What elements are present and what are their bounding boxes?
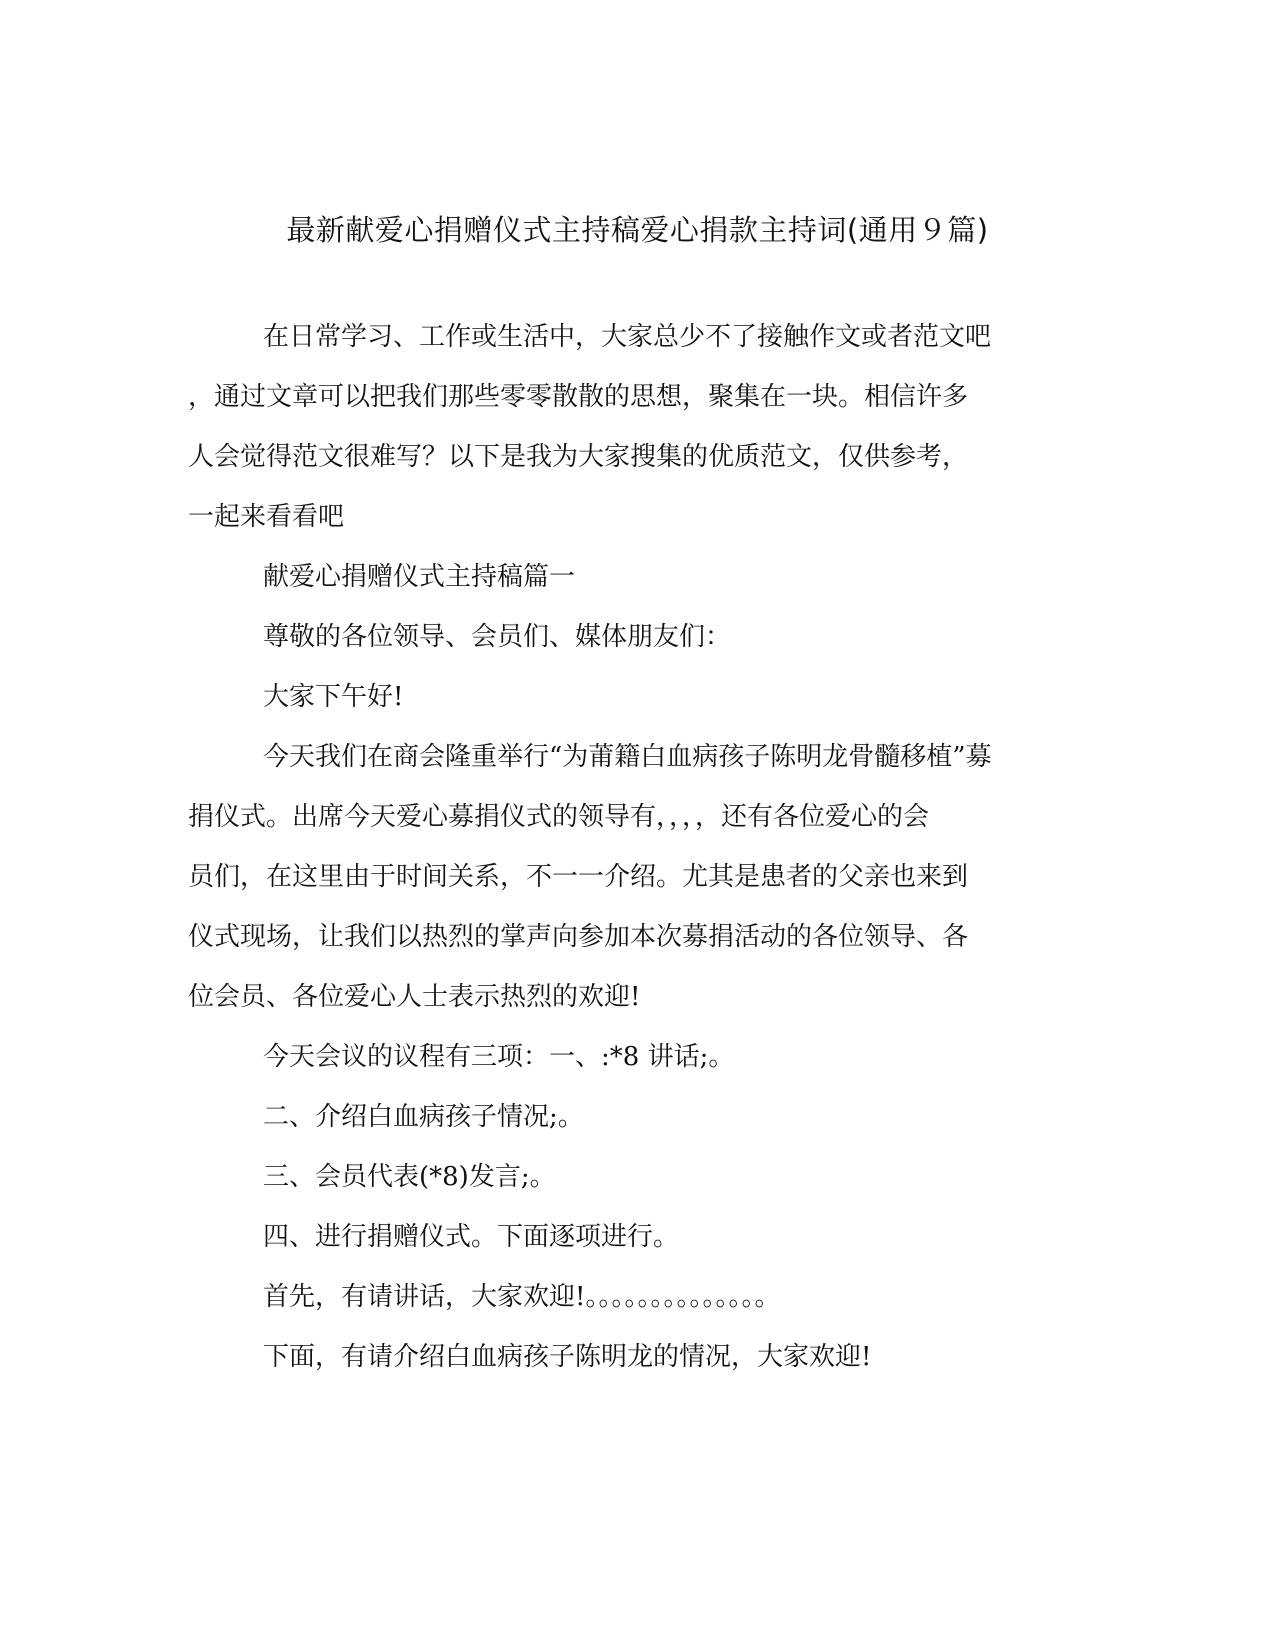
closing-line: 首先，有请讲话，大家欢迎!。。。。。。。。。。。。。。 xyxy=(263,1282,781,1312)
paragraph-line: 捐仪式。出席今天爱心募捐仪式的领导有，，，，还有各位爱心的会 xyxy=(188,802,930,832)
agenda-item: 三、会员代表(*8)发言;。 xyxy=(263,1162,556,1192)
intro-line: 在日常学习、工作或生活中，大家总少不了接触作文或者范文吧 xyxy=(263,322,992,352)
agenda-item: 四、进行捐赠仪式。下面逐项进行。 xyxy=(263,1222,680,1252)
agenda-item: 二、介绍白血病孩子情况;。 xyxy=(263,1102,584,1132)
document-body xyxy=(188,307,1068,1387)
paragraph-line: 仪式现场，让我们以热烈的掌声向参加本次募捐活动的各位领导、各 xyxy=(188,922,969,952)
intro-line: 一起来看看吧 xyxy=(188,502,345,532)
paragraph-line: 今天我们在商会隆重举行“为莆籍白血病孩子陈明龙骨髓移植”募 xyxy=(263,742,992,772)
agenda-item: 今天会议的议程有三项：一、:*8 讲话;。 xyxy=(263,1042,735,1072)
closing-line: 下面，有请介绍白血病孩子陈明龙的情况，大家欢迎! xyxy=(263,1342,872,1372)
paragraph-line: 员们，在这里由于时间关系，不一一介绍。尤其是患者的父亲也来到 xyxy=(188,862,969,892)
paragraph-line: 位会员、各位爱心人士表示热烈的欢迎! xyxy=(188,982,641,1012)
document-title: 最新献爱心捐赠仪式主持稿爱心捐款主持词(通用９篇) xyxy=(286,213,989,247)
section-heading: 献爱心捐赠仪式主持稿篇一 xyxy=(263,562,576,592)
intro-line: ，通过文章可以把我们那些零零散散的思想，聚集在一块。相信许多 xyxy=(188,382,969,412)
greeting-line: 尊敬的各位领导、会员们、媒体朋友们： xyxy=(263,622,732,652)
intro-line: 人会觉得范文很难写？以下是我为大家搜集的优质范文，仅供参考， xyxy=(188,442,969,472)
hello-line: 大家下午好! xyxy=(263,682,404,712)
